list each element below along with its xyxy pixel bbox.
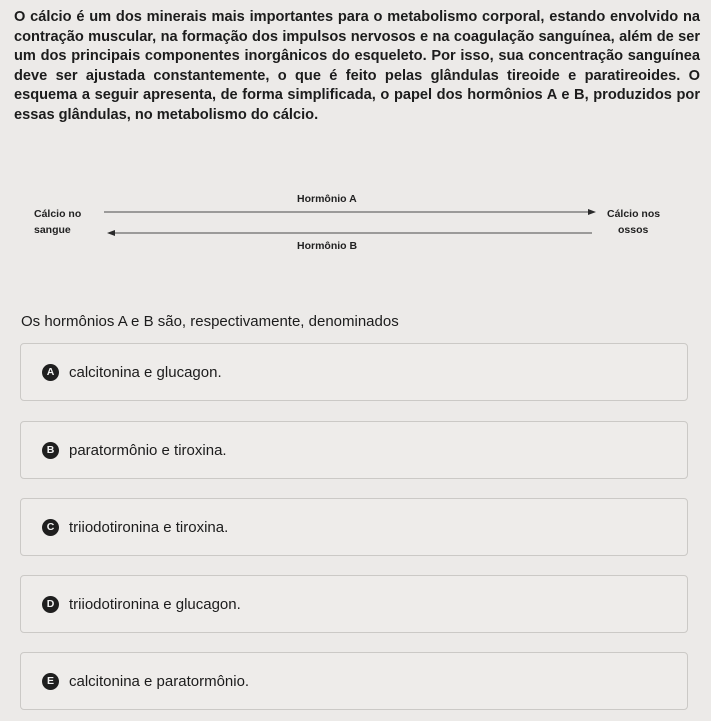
option-text: triiodotironina e tiroxina. bbox=[69, 518, 229, 536]
diagram-arrows bbox=[0, 188, 711, 260]
option-text: triiodotironina e glucagon. bbox=[69, 595, 241, 613]
option-text: calcitonina e glucagon. bbox=[69, 363, 222, 381]
intro-paragraph: O cálcio é um dos minerais mais importantes para o metabolismo corporal, estando envolvido na contração muscular, na formação dos impulsos nervosos e na coagulação sanguínea, além de ser um dos principais componentes inorgânicos do esqueleto. Por isso, sua concentração sanguínea deve ser ajustada constantemente, o que é feito pelas glândulas tireoide e paratireoides. O esquema a seguir apresenta, de forma simplificada, o papel dos hormônios A e B, produzidos por essas glândulas, no metabolismo do cálcio. bbox=[14, 9, 700, 123]
option-letter-badge: E bbox=[42, 673, 59, 690]
option-e[interactable] bbox=[20, 652, 688, 710]
calcium-diagram bbox=[0, 188, 711, 260]
bone-calcium-label-line2: ossos bbox=[618, 224, 649, 236]
option-b[interactable] bbox=[20, 421, 688, 479]
option-text: paratormônio e tiroxina. bbox=[69, 441, 227, 459]
option-letter-badge: C bbox=[42, 519, 59, 536]
option-letter-badge: A bbox=[42, 364, 59, 381]
option-a[interactable] bbox=[20, 343, 688, 401]
option-c[interactable] bbox=[20, 498, 688, 556]
option-letter-badge: B bbox=[42, 442, 59, 459]
option-d[interactable] bbox=[20, 575, 688, 633]
option-text: calcitonina e paratormônio. bbox=[69, 672, 250, 690]
blood-calcium-label-line2: sangue bbox=[34, 224, 71, 236]
bone-calcium-label-line1: Cálcio nos bbox=[607, 208, 661, 220]
blood-calcium-label-line1: Cálcio no bbox=[34, 208, 82, 220]
option-letter-badge: D bbox=[42, 596, 59, 613]
arrow-right-head bbox=[588, 209, 596, 215]
arrow-left-head bbox=[107, 230, 115, 236]
hormone-a-label: Hormônio A bbox=[297, 193, 357, 205]
hormone-b-label: Hormônio B bbox=[297, 240, 358, 252]
question-stem: Os hormônios A e B são, respectivamente, denominados bbox=[21, 313, 399, 330]
